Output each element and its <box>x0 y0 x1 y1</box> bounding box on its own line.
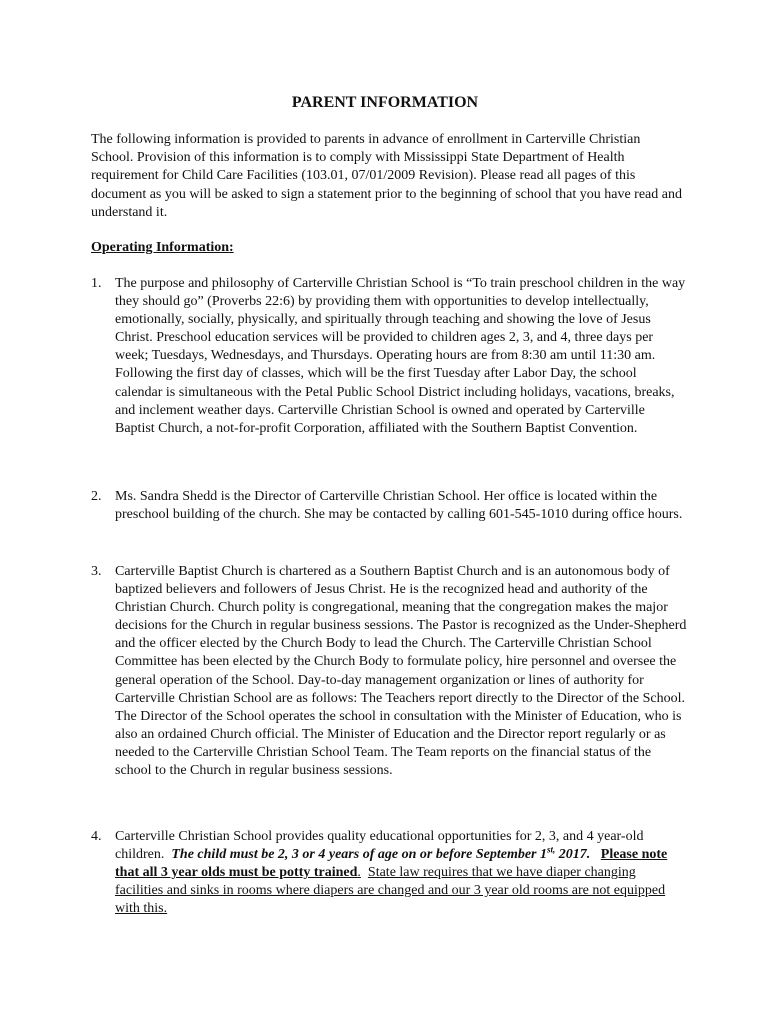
list-item-number: 3. <box>91 564 102 579</box>
list-item-1 <box>91 275 687 438</box>
list-item-text: Carterville Christian School provides quality educational opportunities for 2, 3, and 4 year-old children. The child must be 2, 3 or 4 years of age on or before September $1^{st,}$ 2017. Please note that all 3 year olds must be potty trained. State law requires that we have diaper changing facilities and sinks in rooms where diapers are changed and our 3 year old rooms are not equipped with this. <box>115 829 668 917</box>
age-requirement-superscript: st, <box>547 844 556 855</box>
list-item-text: The purpose and philosophy of Carterville Christian School is “To train preschool children in the way they should go” (Proverbs 22:6) by providing them with opportunities to develop intellectually, emotionally, socially, physically, and spiritually through teaching and showing the love of Jesus Christ. Preschool education services will be provided to children ages 2, 3, and 4, three days per week; Tuesdays, Wednesdays, and Thursdays. Operating hours are from 8:30 am until 11:30 am. Following the first day of classes, which will be the first Tuesday after Labor Day, the school calendar is simultaneous with the Petal Public School District including holidays, vacations, breaks, and inclement weather days. Carterville Christian School is owned and operated by Carterville Baptist Church, a not-for-profit Corporation, affiliated with the Southern Baptist Convention. <box>115 276 686 436</box>
age-requirement: The child must be 2, 3 or 4 years of age on or before September 1 <box>171 847 548 863</box>
list-item-3 <box>91 563 687 780</box>
list-item-number: 1. <box>91 276 102 291</box>
page-title: PARENT INFORMATION <box>291 94 479 111</box>
state-law-notice: State law requires that we have diaper changing facilities and sinks in rooms where diapers are changed and our 3 year old rooms are not equipped with this. <box>115 865 666 917</box>
section-heading: Operating Information: <box>91 240 234 255</box>
item4-plain-text: Carterville Christian School provides quality educational opportunities for 2, 3, and 4 year-old children. <box>115 829 644 863</box>
age-requirement-year: 2017 <box>558 847 587 863</box>
list-item-number: 2. <box>91 489 102 504</box>
intro-paragraph: The following information is provided to parents in advance of enrollment in Carterville Christian School. Provision of this information is to comply with Mississippi State Department of Health requirement for Child Care Facilities (103.01, 07/01/2009 Revision). Please read all pages of this document as you will be asked to sign a statement prior to the beginning of school that you have read and understand it. <box>91 132 682 220</box>
list-item-2 <box>91 488 687 524</box>
list-item-text: Carterville Baptist Church is chartered as a Southern Baptist Church and is an autonomous body of baptized believers and followers of Jesus Christ. He is the recognized head and authority of the Christian Church. Church polity is congregational, meaning that the congregation makes the major decisions for the Church in regular business sessions. The Pastor is recognized as the Under-Shepherd and the officer elected by the Church Body to lead the Church. The Carterville Christian School Committee has been elected by the Church Body to formulate policy, hire personnel and oversee the general operation of the School. Day-to-day management organization or lines of authority for Carterville Christian School are as follows: The Teachers report directly to the Director of the School. The Director of the School operates the school in consultation with the Minister of Education, who is also an ordained Church official. The Minister of Education and the Director report regularly or as needed to the Carterville Christian School Team. The Team reports on the financial status of the school to the Church in regular business sessions. <box>115 564 687 779</box>
list-item-text: Ms. Sandra Shedd is the Director of Carterville Christian School. Her office is located within the preschool building of the church. She may be contacted by calling 601-545-1010 during office hours. <box>115 489 683 523</box>
list-item-4 <box>91 828 687 918</box>
list-item-number: 4. <box>91 829 102 844</box>
potty-trained-notice: Please note that all 3 year olds must be potty trained <box>115 847 668 881</box>
